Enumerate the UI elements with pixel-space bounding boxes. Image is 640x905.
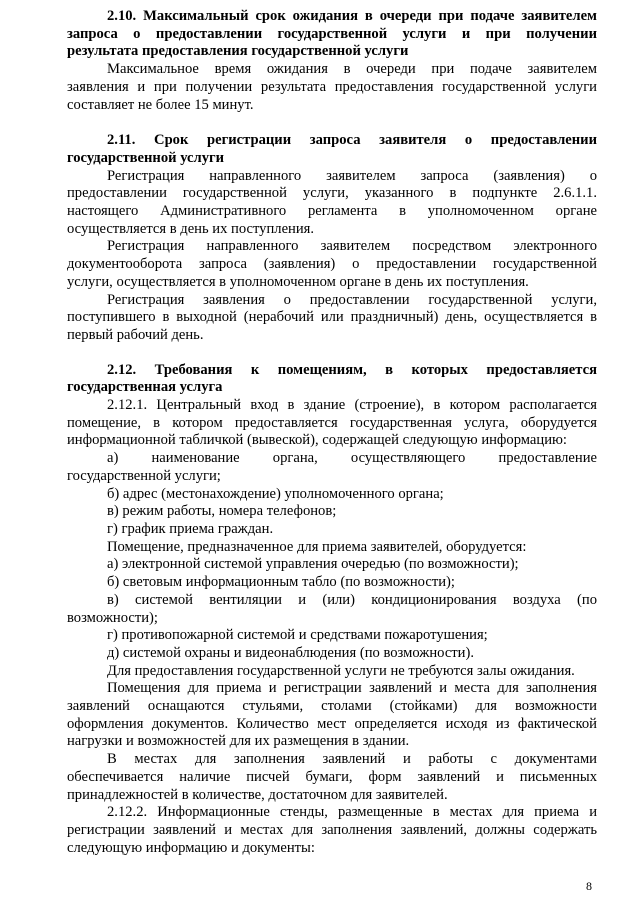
- heading-line: 2.11. Срок регистрации запроса заявителя о предоставлении: [107, 132, 597, 149]
- list-item: б) адрес (местонахождение) уполномоченного органа;: [107, 485, 444, 502]
- text-line: в) системой вентиляции и (или) кондиционирования воздуха (по: [107, 591, 597, 608]
- heading-line: государственной услуги: [67, 149, 225, 166]
- section-2-11: [67, 132, 597, 344]
- list-item: б) световым информационным табло (по возможности);: [107, 574, 455, 591]
- paragraph: [67, 751, 597, 804]
- text-line: помещение, в котором предоставляется государственная услуга, оборудуется: [67, 414, 597, 431]
- section-heading: [67, 362, 597, 397]
- list-item: г) график приема граждан.: [107, 520, 274, 537]
- heading-line: запроса о предоставлении государственной услуги и при получении: [67, 25, 597, 42]
- text-line: оформления документов. Количество мест определяется исходя из фактической: [67, 715, 597, 732]
- paragraph: [67, 168, 597, 239]
- heading-line: 2.10. Максимальный срок ожидания в очереди при подаче заявителем: [107, 8, 597, 24]
- text-line: государственной услуги;: [67, 467, 221, 484]
- text-line: Регистрация направленного заявителем запроса (заявления) о: [107, 167, 597, 184]
- text-line: Регистрация заявления о предоставлении государственной услуги,: [107, 291, 597, 308]
- text-line: регистрации заявлений и местах для заполнения заявлений, должны содержать: [67, 821, 597, 838]
- text-line: следующую информацию и документы:: [67, 839, 315, 856]
- paragraph: [67, 238, 597, 291]
- heading-line: государственная услуга: [67, 379, 223, 396]
- text-line: первый рабочий день.: [67, 326, 204, 343]
- list-item: [67, 450, 597, 485]
- list-item: в) режим работы, номера телефонов;: [107, 503, 337, 520]
- paragraph: [67, 680, 597, 751]
- text-line: Регистрация направленного заявителем посредством электронного: [107, 238, 597, 255]
- text-line: 2.12.1. Центральный вход в здание (строение), в котором располагается: [107, 397, 597, 414]
- text-line: Помещения для приема и регистрации заявлений и места для заполнения: [107, 680, 597, 697]
- text-line: заявлений оснащаются стульями, столами (стойками) для возможности: [67, 698, 597, 715]
- text-line: составляет не более 15 минут.: [67, 96, 254, 113]
- text-line: услуги, осуществляется в уполномоченном органе в день их поступления.: [67, 273, 529, 290]
- paragraph: [67, 61, 597, 114]
- text-line: заявления и при получении результата предоставления государственной услуги: [67, 78, 597, 95]
- text-line: информационной табличкой (вывеской), содержащей следующую информацию:: [67, 432, 567, 449]
- list-item: д) системой охраны и видеонаблюдения (по возможности).: [107, 644, 475, 661]
- text-line: настоящего Административного регламента в уполномоченном органе: [67, 203, 597, 220]
- text-line: Максимальное время ожидания в очереди при подаче заявителем: [107, 61, 597, 78]
- text-line: осуществляется в день их поступления.: [67, 220, 315, 237]
- text-line: Для предоставления государственной услуги не требуются залы ожидания.: [107, 662, 575, 679]
- heading-line: 2.12. Требования к помещениям, в которых предоставляется: [107, 361, 597, 378]
- heading-line: результата предоставления государственной услуги: [67, 43, 409, 60]
- text-line: возможности);: [67, 609, 158, 626]
- text-line: предоставлении государственной услуги, указанного в подпункте 2.6.1.1.: [67, 185, 597, 202]
- text-line: В местах для заполнения заявлений и работы с документами: [107, 751, 597, 768]
- list-item: [67, 592, 597, 627]
- section-2-12: [67, 362, 597, 858]
- page-number: 8: [586, 879, 592, 893]
- list-item: а) электронной системой управления очередью (по возможности);: [107, 556, 519, 573]
- text-line: Помещение, предназначенное для приема заявителей, оборудуется:: [107, 538, 527, 555]
- text-line: нагрузки и возможностей для их размещения в здании.: [67, 733, 410, 750]
- text-line: 2.12.2. Информационные стенды, размещенные в местах для приема и: [107, 804, 597, 821]
- section-heading: [67, 8, 597, 61]
- paragraph: [67, 292, 597, 345]
- text-line: обеспечивается наличие писчей бумаги, форм заявлений и письменных: [67, 768, 597, 785]
- text-line: документооборота запроса (заявления) о предоставлении государственной: [67, 256, 597, 273]
- text-line: а) наименование органа, осуществляющего предоставление: [107, 450, 597, 467]
- text-line: поступившего в выходной (нерабочий или праздничный) день, осуществляется в: [67, 309, 597, 326]
- list-item: г) противопожарной системой и средствами пожаротушения;: [107, 627, 488, 644]
- document-page: [67, 8, 597, 857]
- section-heading: [67, 132, 597, 167]
- text-line: принадлежностей в количестве, достаточном для заявителей.: [67, 786, 448, 803]
- section-2-10: [67, 8, 597, 114]
- paragraph: [67, 397, 597, 450]
- paragraph: [67, 804, 597, 857]
